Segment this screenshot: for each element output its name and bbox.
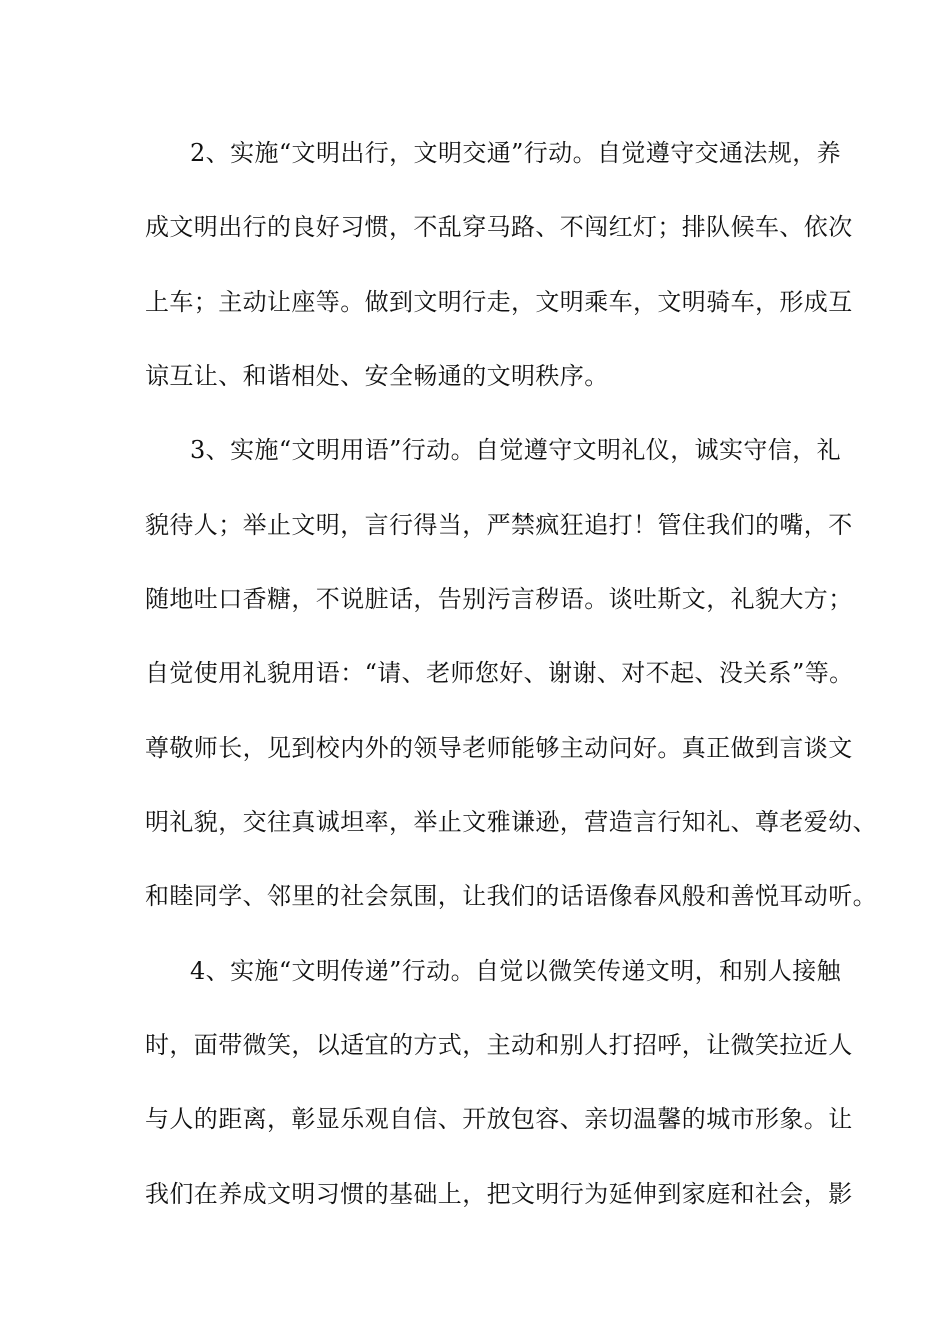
- paragraph-3-line-4: 自觉使用礼貌用语：“请、老师您好、谢谢、对不起、没关系”等。: [145, 659, 854, 687]
- paragraph-3-line-5: 尊敬师长，见到校内外的领导老师能够主动问好。真正做到言谈文: [145, 734, 853, 762]
- paragraph-4-line-4: 我们在养成文明习惯的基础上，把文明行为延伸到家庭和社会，影: [145, 1180, 853, 1208]
- paragraph-2-line-3: 上车；主动让座等。做到文明行走，文明乘车，文明骑车，形成互: [145, 288, 853, 316]
- paragraph-4-line-2: 时，面带微笑，以适宜的方式，主动和别人打招呼，让微笑拉近人: [145, 1031, 853, 1059]
- paragraph-4-line-1: 4、实施“文明传递”行动。自觉以微笑传递文明，和别人接触: [190, 957, 842, 985]
- paragraph-3-line-6: 明礼貌，交往真诚坦率，举止文雅谦逊，营造言行知礼、尊老爱幼、: [145, 808, 877, 836]
- paragraph-2-line-4: 谅互让、和谐相处、安全畅通的文明秩序。: [145, 362, 609, 390]
- paragraph-2-line-2: 成文明出行的良好习惯，不乱穿马路、不闯红灯；排队候车、依次: [145, 213, 853, 241]
- paragraph-4-line-3: 与人的距离，彰显乐观自信、开放包容、亲切温馨的城市形象。让: [145, 1105, 853, 1133]
- paragraph-3-line-3: 随地吐口香糖，不说脏话，告别污言秽语。谈吐斯文，礼貌大方；: [145, 585, 853, 613]
- paragraph-3-line-2: 貌待人；举止文明，言行得当，严禁疯狂追打！管住我们的嘴，不: [145, 511, 853, 539]
- paragraph-2-line-1: 2、实施“文明出行，文明交通”行动。自觉遵守交通法规，养: [190, 139, 842, 167]
- paragraph-3-line-7: 和睦同学、邻里的社会氛围，让我们的话语像春风般和善悦耳动听。: [145, 882, 877, 910]
- paragraph-3-line-1: 3、实施“文明用语”行动。自觉遵守文明礼仪，诚实守信，礼: [190, 436, 842, 464]
